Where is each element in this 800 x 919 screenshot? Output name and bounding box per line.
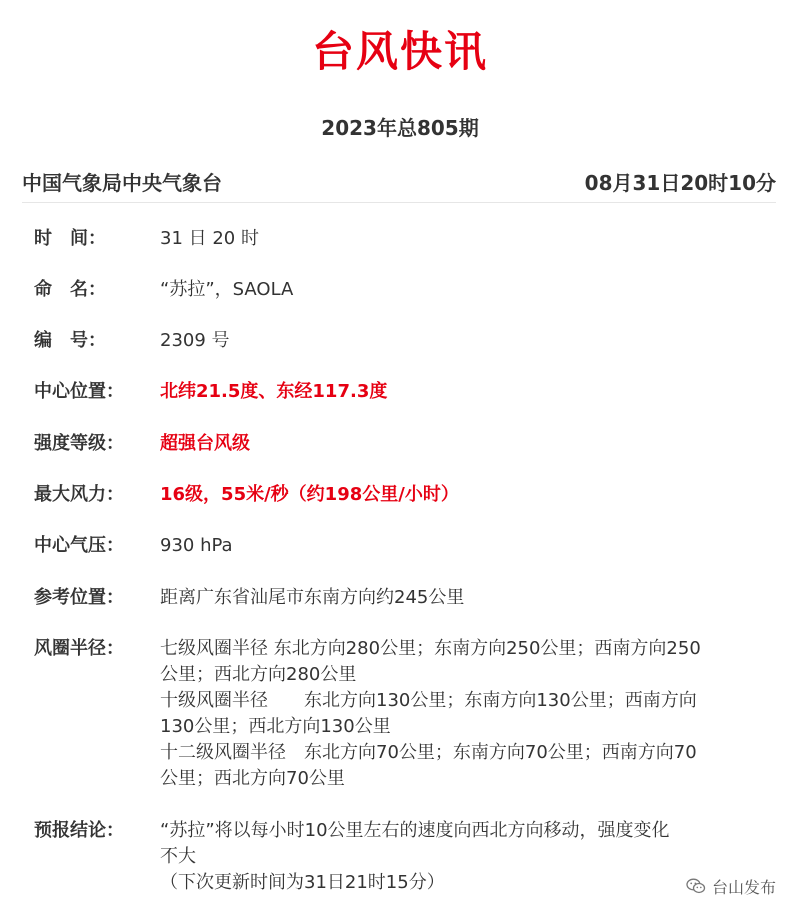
- forecast-line: 不大: [160, 846, 196, 867]
- row-value: [160, 818, 760, 896]
- row-value: [160, 636, 760, 792]
- row-label: 强度等级：: [34, 433, 124, 454]
- row-label: 编 号：: [34, 330, 106, 351]
- row-value: “苏拉”，SAOLA: [160, 279, 294, 300]
- wind-radius-line: 十二级风圈半径 东北方向70公里；东南方向70公里；西南方向70: [160, 742, 697, 763]
- row-label: 命 名：: [34, 279, 106, 300]
- row-value: 930 hPa: [160, 535, 233, 556]
- watermark: [686, 872, 776, 900]
- row-value: 北纬21.5度、东经117.3度: [160, 381, 388, 402]
- agency-name: 中国气象局中央气象台: [22, 171, 222, 195]
- page-title: 台风快讯: [311, 27, 488, 76]
- forecast-line: （下次更新时间为31日21时15分）: [160, 872, 445, 893]
- wind-radius-line: 130公里；西北方向130公里: [160, 716, 391, 737]
- row-label: 风圈半径：: [34, 638, 124, 659]
- wind-radius-line: 公里；西北方向70公里: [160, 768, 345, 789]
- wechat-icon: [686, 878, 706, 894]
- row-value: 超强台风级: [160, 433, 250, 454]
- row-value: 2309 号: [160, 330, 230, 351]
- row-label: 预报结论：: [34, 820, 124, 841]
- issue-number: 2023年总805期: [321, 116, 479, 140]
- wind-radius-line: 十级风圈半径 东北方向130公里；东南方向130公里；西南方向: [160, 690, 697, 711]
- row-label: 最大风力：: [34, 484, 124, 505]
- watermark-text: 台山发布: [711, 877, 776, 897]
- issued-time: 08月31日20时10分: [584, 171, 776, 195]
- row-label: 时 间：: [34, 228, 106, 249]
- bulletin-header: [22, 168, 776, 203]
- forecast-line: “苏拉”将以每小时10公里左右的速度向西北方向移动，强度变化: [160, 820, 670, 841]
- row-label: 中心位置：: [34, 381, 124, 402]
- row-label: 参考位置：: [34, 587, 124, 608]
- row-value: 16级，55米/秒（约198公里/小时）: [160, 484, 459, 505]
- row-label: 中心气压：: [34, 535, 124, 556]
- wind-radius-line: 七级风圈半径 东北方向280公里；东南方向250公里；西南方向250: [160, 638, 701, 659]
- row-value: 31 日 20 时: [160, 228, 259, 249]
- wind-radius-line: 公里；西北方向280公里: [160, 664, 357, 685]
- row-value: 距离广东省汕尾市东南方向约245公里: [160, 587, 465, 608]
